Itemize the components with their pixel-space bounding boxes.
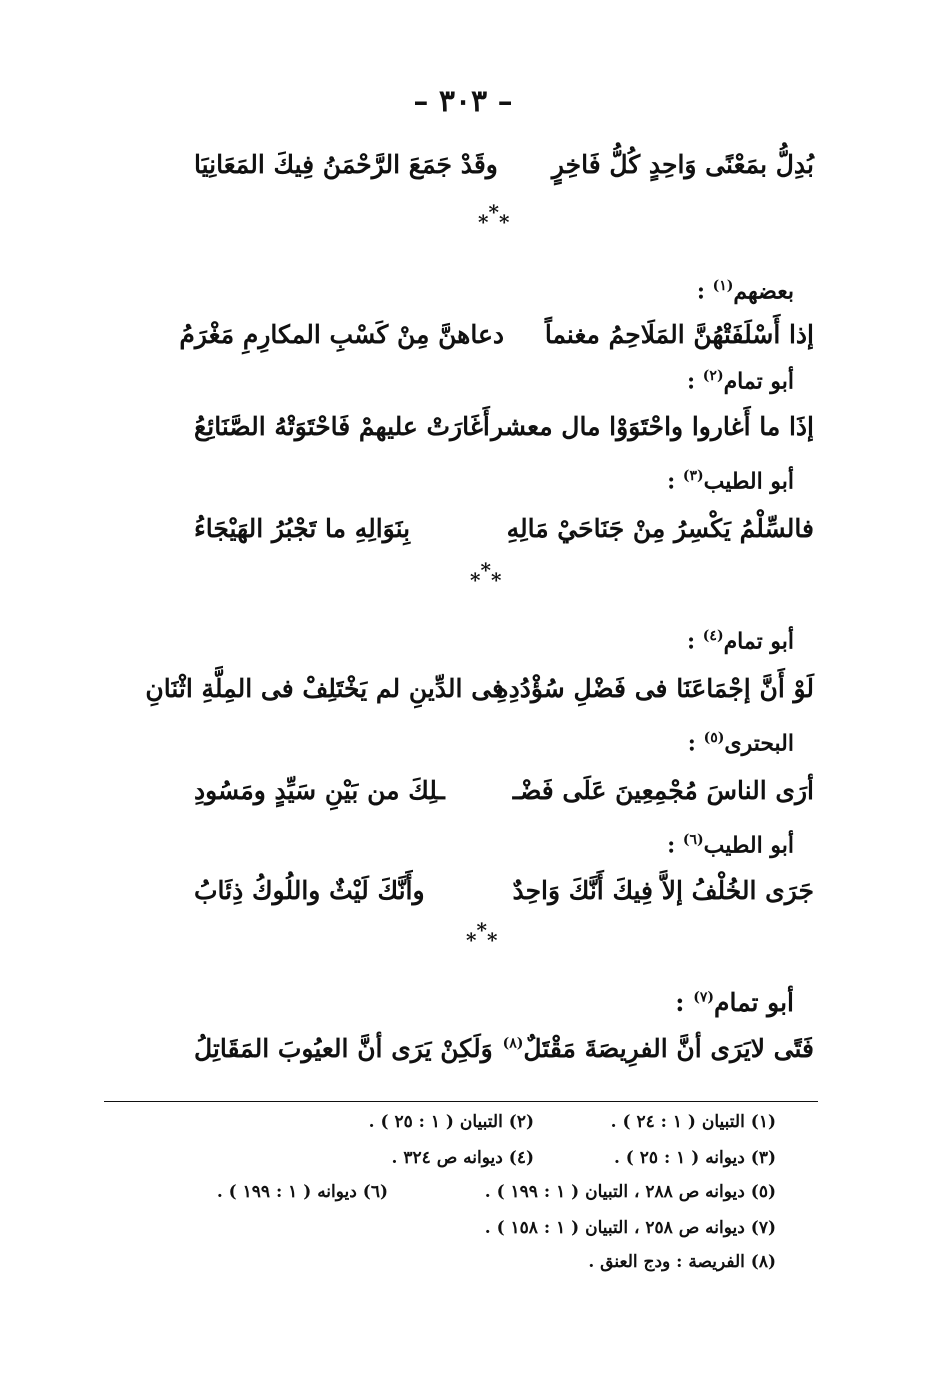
verse-second-hemistich: فى الدِّينِ لم يَخْتَلِفْ فى المِلَّةِ اثْنَانِ (145, 674, 504, 703)
verse-first-hemistich: أرَى الناسَ مُجْمِعِينَ عَلَى فَضْـ (512, 776, 814, 805)
footnote: (٥) ديوانه ص ٢٨٨ ، التبيان ( ١ : ١٩٩ ) . (484, 1182, 776, 1202)
verse-first-hemistich: فالسِّلْمُ يَكْسِرُ مِنْ جَنَاحَيْ مَالِهِ (506, 514, 814, 543)
footnote-ref: (٧) (693, 989, 714, 1006)
poet-attribution: أبو تمام$^{(٧)}$ : (675, 988, 794, 1017)
footnote: (٦) ديوانه ( ١ : ١٩٩ ) . (216, 1182, 388, 1202)
verse-line (194, 776, 814, 820)
verse-second-hemistich: وقَدْ جَمَعَ الرَّحْمَنُ فِيكَ المَعَانِيَا (194, 150, 498, 179)
verse-second-hemistich: وأَنَّكَ لَيْثٌ واللُوكُ ذِئَابُ (194, 876, 425, 905)
footnote: (٣) ديوانه ( ١ : ٢٥ ) . (613, 1148, 776, 1168)
footnote-ref: (٦) (682, 832, 704, 848)
verse-first-hemistich: جَرَى الخُلْفُ إلاَّ فِيكَ أَنَّكَ وَاحِدٌ (512, 876, 814, 905)
poet-name: البحترى (724, 730, 794, 757)
footnote: (٧) ديوانه ص ٢٥٨ ، التبيان ( ١ : ١٥٨ ) . (484, 1218, 776, 1238)
poet-name: أبو تمام (723, 628, 794, 655)
poet-attribution: أبو تمام$^{(٤)}$ : (687, 628, 794, 655)
verse-line (145, 674, 814, 718)
section-separator: *** (470, 558, 502, 592)
verse-line (194, 150, 814, 194)
verse-second-hemistich: أَغَارَتْ عليهمْ فَاحْتَوَتْهُ الصَّنَائِعُ (194, 412, 490, 441)
verse-second-hemistich: دعاهنَّ مِنْ كَسْبِ المكارِمِ مَغْرَمُ (179, 320, 504, 349)
verse-first-hemistich: إذَا ما أَغاروا واحْتَوَوْا مال معشر (491, 412, 814, 441)
poet-name: بعضهم (733, 278, 794, 305)
footnote: (٢) التبيان ( ١ : ٢٥ ) . (368, 1112, 534, 1132)
section-separator: *** (478, 200, 510, 234)
footnote-ref: (٥) (703, 730, 725, 746)
footnote: (٤) ديوانه ص ٣٢٤ . (391, 1148, 534, 1168)
verse-line (179, 320, 814, 364)
poet-name: أبو تمام (713, 988, 794, 1017)
verse-second-hemistich: وَلَكِنْ يَرَى أنَّ العيُوبَ المَقَاتِلُ (194, 1034, 493, 1063)
verse-text: فَتًى لايَرَى أنَّ الفرِيصَةَ مَقْتَلٌ (523, 1034, 814, 1063)
verse-second-hemistich: ـلِكَ من بَيْنِ سَيِّدٍ ومَسُودِ (194, 776, 445, 805)
verse-first-hemistich (502, 1034, 814, 1063)
footnote-ref: (١) (712, 278, 734, 294)
poet-name: أبو الطيب (703, 468, 794, 495)
verse-second-hemistich: بِنَوَالِهِ ما تَجْبُرُ الهَيْجَاءُ (194, 514, 411, 543)
verse-line (194, 876, 814, 920)
footnote-rule (104, 1101, 818, 1102)
page-number: – ٣٠٣ – (413, 84, 513, 119)
poet-attribution: البحترى$^{(٥)}$ : (687, 730, 794, 757)
poet-attribution: أبو الطيب$^{(٣)}$ : (667, 468, 794, 495)
verse-first-hemistich: إذا أَسْلَفَتْهُنَّ المَلَاحِمُ مغنماً (544, 320, 814, 349)
poet-name: أبو تمام (723, 368, 794, 395)
poet-name: أبو الطيب (703, 832, 794, 859)
footnote-ref: (٤) (702, 628, 724, 644)
verse-first-hemistich: بُدِلُّ بمَعْنًى وَاحِدٍ كُلُّ فَاخِرٍ (551, 150, 814, 179)
poet-attribution: أبو تمام$^{(٢)}$ : (687, 368, 794, 395)
footnote: (١) التبيان ( ١ : ٢٤ ) . (610, 1112, 776, 1132)
footnote-ref: (٢) (702, 368, 724, 384)
verse-line (194, 1034, 814, 1078)
poet-attribution: بعضهم$^{(١)}$ : (696, 278, 794, 305)
footnote-ref: (٨) (502, 1035, 524, 1052)
verse-first-hemistich: لَوْ أَنَّ إجْمَاعَنَا فى فَضْلِ سُؤْدُدِهِ (495, 674, 814, 703)
verse-line (194, 412, 814, 456)
footnote-ref: (٣) (682, 468, 704, 484)
verse-line (194, 514, 814, 558)
poet-attribution: أبو الطيب$^{(٦)}$ : (667, 832, 794, 859)
footnote: (٨) الفريصة : ودج العنق . (588, 1252, 776, 1272)
section-separator: *** (466, 918, 498, 952)
